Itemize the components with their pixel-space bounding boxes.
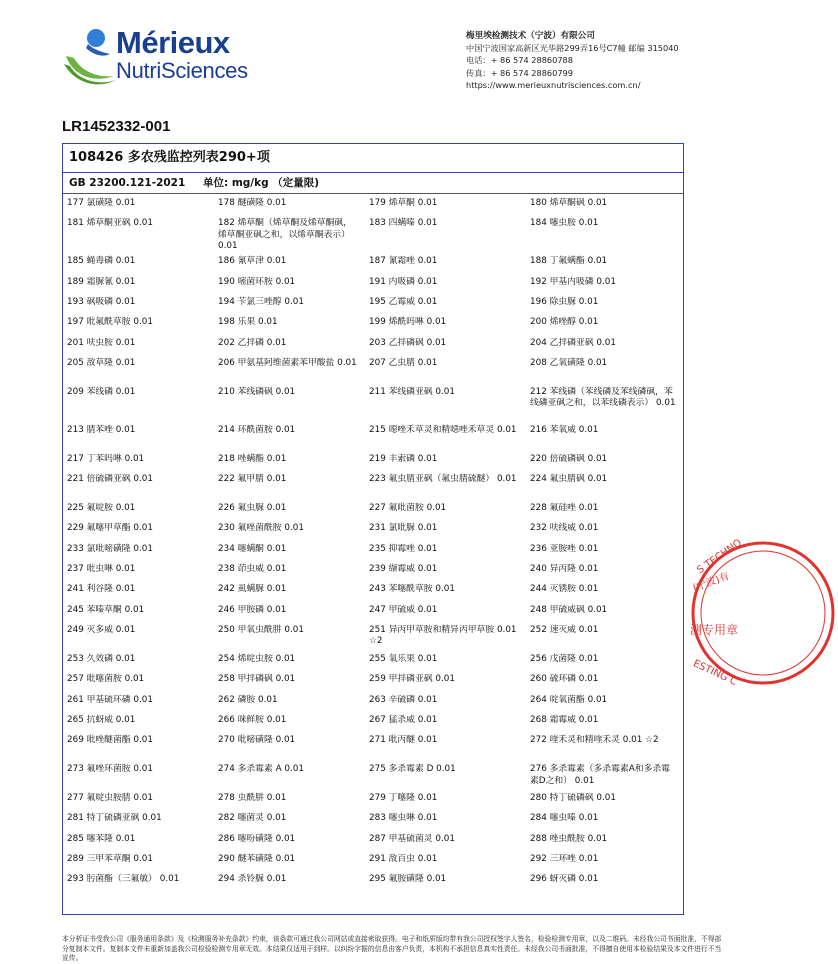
table-title: 108426 多农残监控列表290+项: [63, 144, 683, 173]
analyte-cell: 250 甲氧虫酰肼 0.01: [218, 624, 304, 635]
analyte-cell: 235 抑霉唑 0.01: [369, 543, 438, 554]
analyte-cell: 201 呋虫胺 0.01: [67, 337, 136, 348]
analyte-cell: 234 噻螨酮 0.01: [218, 543, 287, 554]
analyte-cell: 258 甲拌磷砜 0.01: [218, 674, 296, 685]
analyte-cell: 179 烯草酮 0.01: [369, 198, 438, 208]
analyte-cell: 291 敌百虫 0.01: [369, 854, 438, 864]
analyte-cell: 218 唑螨酯 0.01: [218, 453, 287, 464]
analyte-cell: 254 烯啶虫胺 0.01: [218, 653, 296, 664]
analyte-cell: 238 茚虫威 0.01: [218, 564, 287, 574]
svg-text:ESTING C: ESTING C: [691, 658, 739, 689]
analyte-cell: 290 醚苯磺隆 0.01: [218, 854, 296, 864]
standard-number: GB 23200.121-2021: [69, 177, 186, 189]
company-seal: [688, 528, 744, 698]
analyte-cell: 194 苄氯三唑醇 0.01: [218, 296, 304, 307]
analyte-cell: 246 甲胺磷 0.01: [218, 604, 287, 615]
company-name: 梅里埃检测技术（宁波）有限公司: [466, 31, 595, 41]
analyte-cell: 287 甲基硫菌灵 0.01: [369, 833, 455, 844]
analyte-cell: 273 氟唑环菌胺 0.01: [67, 764, 153, 775]
svg-text:测专用章: 测专用章: [690, 623, 739, 637]
analyte-cell: 216 苯氧威 0.01: [530, 424, 599, 435]
analyte-cell: 212 苯线磷（苯线磷及苯线磷砜，苯线磷亚砜之和，以苯线磷表示） 0.01: [530, 386, 676, 409]
analyte-cell: 261 甲基硫环磷 0.01: [67, 694, 153, 705]
analyte-cell: 267 猛杀威 0.01: [369, 714, 438, 725]
analyte-cell: 183 四螨嗪 0.01: [369, 218, 438, 229]
analyte-cell: 189 霜脲氰 0.01: [67, 276, 136, 287]
analyte-cell: 180 烯草酮砜 0.01: [530, 198, 608, 208]
analyte-cell: 281 特丁硫磷亚砜 0.01: [67, 813, 162, 824]
analyte-cell: 214 环酰菌胺 0.01: [218, 424, 296, 435]
analyte-cell: 190 嘧菌环胺 0.01: [218, 276, 296, 287]
analyte-cell: 269 吡唑醚菌酯 0.01: [67, 735, 153, 746]
analyte-cell: 242 虱螨脲 0.01: [218, 584, 287, 595]
analyte-cell: 288 唑虫酰胺 0.01: [530, 833, 608, 844]
analyte-cell: 243 苯噻酰草胺 0.01: [369, 584, 455, 595]
analyte-cell: 293 肟菌酯（三氟敏） 0.01: [67, 874, 180, 885]
brand-name-line2: NutriSciences: [116, 58, 248, 83]
analyte-cell: 251 异丙甲草胺和精异丙甲草胺 0.01 ☆2: [369, 624, 517, 647]
analyte-cell: 289 三甲苯草酮 0.01: [67, 854, 153, 864]
analyte-cell: 230 氟唑菌酰胺 0.01: [218, 523, 304, 534]
analyte-cell: 256 戊菌隆 0.01: [530, 653, 599, 664]
analyte-cell: 210 苯线磷砜 0.01: [218, 386, 296, 397]
results-table: [62, 143, 684, 915]
analyte-cell: 240 异丙隆 0.01: [530, 564, 599, 574]
analyte-cell: 209 苯线磷 0.01: [67, 386, 136, 397]
analyte-cell: 282 噻菌灵 0.01: [218, 813, 287, 824]
analyte-cell: 253 久效磷 0.01: [67, 653, 136, 664]
company-address: 中国宁波国家高新区光华路299弄16号C7幢 邮编 315040: [466, 43, 679, 54]
analyte-cell: 191 内吸磷 0.01: [369, 276, 438, 287]
analyte-cell: 222 氟甲腈 0.01: [218, 474, 287, 485]
analyte-cell: 232 呋线威 0.01: [530, 523, 599, 534]
analyte-cell: 208 乙氧磺隆 0.01: [530, 357, 608, 368]
svg-text:S TECHNO: S TECHNO: [695, 537, 744, 577]
analyte-cell: 204 乙拌磷亚砜 0.01: [530, 337, 616, 348]
analyte-cell: 279 丁噻隆 0.01: [369, 793, 438, 804]
analyte-cell: 248 甲硫威砜 0.01: [530, 604, 608, 615]
company-fax: 传真：+ 86 574 28860799: [466, 67, 573, 78]
analyte-cell: 228 氟硅唑 0.01: [530, 503, 599, 514]
table-subheader: [63, 173, 683, 194]
analyte-cell: 244 灭锈胺 0.01: [530, 584, 599, 595]
analyte-cell: 239 缬霉威 0.01: [369, 564, 438, 574]
analyte-cell: 280 特丁硫磷砜 0.01: [530, 793, 616, 804]
analyte-cell: 271 吡丙醚 0.01: [369, 735, 438, 746]
analyte-cell: 272 喹禾灵和精喹禾灵 0.01 ☆2: [530, 735, 659, 746]
analyte-cell: 199 烯酰吗啉 0.01: [369, 317, 447, 328]
analyte-cell: 220 倍硫磷砜 0.01: [530, 453, 608, 464]
analyte-cell: 205 敌草隆 0.01: [67, 357, 136, 368]
analyte-cell: 193 砜吸磷 0.01: [67, 296, 136, 307]
analyte-cell: 217 丁苯吗啉 0.01: [67, 453, 145, 464]
analyte-cell: 185 蝇毒磷 0.01: [67, 256, 136, 267]
analyte-cell: 294 杀铃脲 0.01: [218, 874, 287, 885]
analyte-cell: 195 乙霉威 0.01: [369, 296, 438, 307]
analyte-cell: 265 抗蚜威 0.01: [67, 714, 136, 725]
analyte-cell: 198 乐果 0.01: [218, 317, 278, 328]
analyte-cell: 184 噻虫胺 0.01: [530, 218, 599, 229]
analyte-cell: 196 除虫脲 0.01: [530, 296, 599, 307]
analyte-cell: 219 丰索磷 0.01: [369, 453, 438, 464]
analyte-cell: 237 吡虫啉 0.01: [67, 564, 136, 574]
analyte-cell: 200 烯唑醇 0.01: [530, 317, 599, 328]
analyte-cell: 177 氯磺隆 0.01: [67, 198, 136, 208]
analyte-cell: 227 氟吡菌胺 0.01: [369, 503, 447, 514]
analyte-cell: 295 氟胺磺隆 0.01: [369, 874, 447, 885]
analyte-cell: 236 亚胺唑 0.01: [530, 543, 599, 554]
analyte-cell: 286 噻吩磺隆 0.01: [218, 833, 296, 844]
analyte-cell: 229 氟噻甲草酯 0.01: [67, 523, 153, 534]
analyte-cell: 178 醚磺隆 0.01: [218, 198, 287, 208]
analyte-cell: 268 霜霉威 0.01: [530, 714, 599, 725]
analyte-cell: 231 氯吡脲 0.01: [369, 523, 438, 534]
analyte-cell: 249 灭多威 0.01: [67, 624, 136, 635]
company-phone: 电话：+ 86 574 28860788: [466, 55, 573, 66]
analyte-cell: 225 氟啶胺 0.01: [67, 503, 136, 514]
analyte-cell: 278 虫酰肼 0.01: [218, 793, 287, 804]
analyte-cell: 263 辛硫磷 0.01: [369, 694, 438, 705]
analyte-cell: 223 氟虫腈亚砜（氟虫腈硫醚） 0.01: [369, 474, 517, 485]
analyte-cell: 197 吡氟酰草胺 0.01: [67, 317, 153, 328]
analyte-cell: 283 噻虫啉 0.01: [369, 813, 438, 824]
analyte-cell: 276 多杀霉素（多杀霉素A和多杀霉素D之和） 0.01: [530, 764, 670, 786]
analyte-cell: 233 氯吡嘧磺隆 0.01: [67, 543, 153, 554]
analyte-cell: 255 氧乐果 0.01: [369, 653, 438, 664]
analyte-cell: 245 苯嗪草酮 0.01: [67, 604, 145, 615]
analyte-cell: 277 氟啶虫胺腈 0.01: [67, 793, 153, 804]
analyte-cell: 215 噁唑禾草灵和精噁唑禾草灵 0.01: [369, 424, 517, 435]
analyte-cell: 292 三环唑 0.01: [530, 854, 599, 864]
footer-disclaimer: 本分析证书受我公司《服务通用条款》及《检测服务补充条款》约束，该条款可通过我公司网站或直接索取获得。电子和纸质版均带有我公司授权签字人签名，检验检测专用章，以及二维码。未经我公司书面批准，不得部分复制本文件。复制本文件未重新加盖我公司检验检测专用章无效。本结果仅适用于到样。以纠纷字据的信息由客户负责，本机构不承担信息真实性责任。未经我公司书面批准，不得擅自使用本检验结果及本文件进行不当宣传。: [62, 935, 722, 962]
analyte-cell: 213 腈苯唑 0.01: [67, 424, 136, 435]
analyte-cell: 188 丁氟螨酯 0.01: [530, 256, 608, 267]
analyte-cell: 182 烯草酮（烯草酮及烯草酮砜，烯草酮亚砜之和，以烯草酮表示）0.01: [218, 218, 352, 252]
company-info: [466, 30, 716, 91]
analyte-cell: 186 氰草津 0.01: [218, 256, 287, 267]
analyte-cell: 187 氰霜唑 0.01: [369, 256, 438, 267]
analyte-cell: 252 速灭威 0.01: [530, 624, 599, 635]
analyte-cell: 226 氟虫脲 0.01: [218, 503, 287, 514]
analyte-cell: 207 乙虫腈 0.01: [369, 357, 438, 368]
analyte-cell: 285 噻苯隆 0.01: [67, 833, 136, 844]
analyte-cell: 206 甲氨基阿维菌素苯甲酸盐 0.01: [218, 357, 357, 368]
analyte-cell: 266 咪鲜胺 0.01: [218, 714, 287, 725]
analyte-cell: 221 倍硫磷亚砜 0.01: [67, 474, 153, 485]
analyte-cell: 260 硫环磷 0.01: [530, 674, 599, 685]
analyte-cell: 270 吡嘧磺隆 0.01: [218, 735, 296, 746]
analyte-cell: 247 甲硫威 0.01: [369, 604, 438, 615]
analyte-cell: 192 甲基内吸磷 0.01: [530, 276, 616, 287]
analyte-cell: 257 吡噻菌胺 0.01: [67, 674, 145, 685]
analyte-cell: 264 啶氧菌酯 0.01: [530, 694, 608, 705]
brand-name-line1: Mérieux: [116, 25, 230, 60]
unit-label: 单位: mg/kg （定量限): [203, 177, 320, 189]
analyte-cell: 203 乙拌磷砜 0.01: [369, 337, 447, 348]
analyte-cell: 224 氟虫腈砜 0.01: [530, 474, 608, 485]
company-website[interactable]: https://www.merieuxnutrisciences.com.cn/: [466, 79, 641, 90]
analyte-cell: 274 多杀霉素 A 0.01: [218, 764, 304, 775]
analyte-cell: 241 利谷隆 0.01: [67, 584, 136, 595]
analyte-cell: 296 蚜灭磷 0.01: [530, 874, 599, 885]
svg-text:(宁波)有: (宁波)有: [691, 570, 731, 595]
analyte-cell: 275 多杀霉素 D 0.01: [369, 764, 456, 775]
analyte-cell: 262 磷胺 0.01: [218, 694, 278, 705]
analyte-cell: 259 甲拌磷亚砜 0.01: [369, 674, 455, 685]
analyte-cell: 284 噻虫嗪 0.01: [530, 813, 599, 824]
analyte-cell: 211 苯线磷亚砜 0.01: [369, 386, 455, 397]
analyte-cell: 202 乙拌磷 0.01: [218, 337, 287, 348]
analyte-cell: 181 烯草酮亚砜 0.01: [67, 218, 153, 229]
report-number: LR1452332-001: [62, 118, 171, 135]
